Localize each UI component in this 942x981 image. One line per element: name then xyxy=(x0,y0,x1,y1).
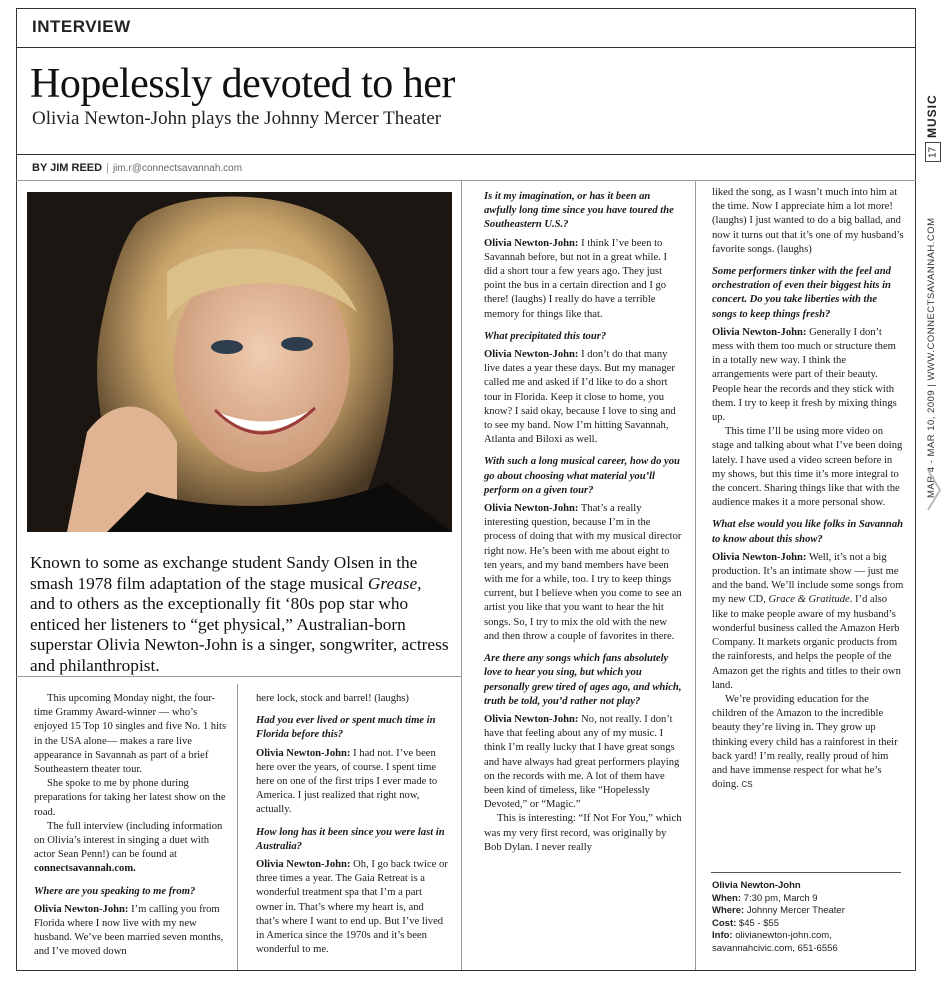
issue-date-url: MAR 4 - MAR 10, 2009 | WWW.CONNECTSAVANNAH.COM xyxy=(926,217,937,498)
subheadline: Olivia Newton-John plays the Johnny Mercer Theater xyxy=(32,108,442,129)
column-4: liked the song, as I wasn’t much into him at the time. Now I appreciate him a lot more! (laughs) I just wanted to do a big ballad, and now it turns out that it’s one of my husband’s favorite songs. (laughs) Some performers tinker with the feel and orchestration of even their biggest hits in concert. Do you take liberties with the songs to keep things fresh? Olivia Newton-John: Generally I don’t mess with them too much or structure them in a totally new way. I think the arrangements were part of their beauty. People hear the records and they stick with them. I try to keep it fresh by mixing things up. This time I’ll be using more video on stage and talking about what I’ve been doing lately. I have used a video screen before in my shows, but this time it’s more integral to the concert. Sharing things like that with the audience makes it a more personal show. What else would you like folks in Savannah to know about this show? Olivia Newton-John: Well, it’s not a big production. It’s an intimate show — just me and the band. We’ll include some songs from my new CD, Grace & Gratitude. I’d also like to make people aware of my husband’s wonderful business called the Amazon Herb Company. It markets organic products from the rainforests, and helps the people of the Amazon get the rights and titles to their own land. We’re providing education for the children of the Amazon to the incredible beauty they’re living in. They grow up thinking every child has a rainforest in their back yard! I’m really, really proud of him and have immense respect for what he’s doing. CS xyxy=(712,187,904,791)
section-header xyxy=(16,8,916,48)
info-rule xyxy=(711,872,901,873)
page-number: 17 xyxy=(925,142,941,162)
byline-email[interactable]: jim.r@connectsavannah.com xyxy=(112,163,243,174)
byline-rule xyxy=(16,154,916,155)
section-tab-music: MUSIC xyxy=(925,94,939,138)
column-3: Is it my imagination, or has it been an awfully long time since you have toured the Southeastern U.S.? Olivia Newton-John: I think I’ve been to Savannah before, but not in a great while. I did a short tour a few years ago. They just point the bus in a certain direction and I go there! (laughs) I really do have a terrible memory for things like that. What precipitated this tour? Olivia Newton-John: I don’t do that many live dates a year these days. But my manager called me and asked if I’d like to do a short tour in Florida. Keep it close to home, you know? I said okay, because I love to sing and to see my band. Now I’m hitting Savannah, Atlanta and Biloxi as well. With such a long musical career, how do you go about choosing what material you’ll perform on a given tour? Olivia Newton-John: That’s a really interesting question, because I’m in the process of doing that with my musical director right now. He’s been with me about eight to ten years, and my band members have been with me for a while, too. I try to keep things current, but I believe when you come to see an artist you like that you want to hear the hit songs. So, I try to mix the old with the new and then throw a couple of favorites in there. Are there any songs which fans absolutely love to hear you sing, but which you personally grew tired of ages ago, and which, truth be told, you’d rather not play? Olivia Newton-John: No, not really. I don’t have that feeling about any of my music. I think I’m really lucky that I have great songs and have always had great performers playing on the records with me. A lot of them have been kind of timeless, like “Hopelessly Devoted,” or “Magic.” This is interesting: “If Not For You,” which was my very first record, was originally by Bob Dylan. I never really xyxy=(484,191,682,853)
column-rule-right xyxy=(695,180,696,970)
section-label: INTERVIEW xyxy=(32,17,131,36)
column-rule-main xyxy=(461,180,462,970)
info-title: Olivia Newton-John xyxy=(712,880,801,891)
byline-author: BY JIM REED xyxy=(32,162,103,174)
portrait-photo xyxy=(27,192,452,532)
end-mark: CS xyxy=(741,780,753,790)
event-info: Olivia Newton-John When: 7:30 pm, March 9 Where: Johnny Mercer Theater Cost: $45 - $55 Info: olivianewton-john.com, savannahcivic.com, 651-6556 xyxy=(712,880,902,956)
column-rule-lower xyxy=(237,684,238,970)
column-2: here lock, stock and barrel! (laughs) Had you ever lived or spent much time in Florida before this? Olivia Newton-John: I had not. I’ve been here over the years, of course. I spent time here on one of the first trips I ever made to America. I just realized that right now, actually. How long has it been since you were last in Australia? Olivia Newton-John: Oh, I go back twice or three times a year. The Gaia Retreat is a wonderful treatment spa that I’m a part owner in. That’s where my heart is, and that’s where I want to end up. But I’ve lived in America since the 1970s and it’s been wonderful to me. xyxy=(256,693,448,956)
website-link[interactable]: connectsavannah.com. xyxy=(34,863,136,875)
next-page-chevron-icon[interactable] xyxy=(926,468,942,512)
article-top-rule xyxy=(16,180,916,181)
intro-rule xyxy=(16,676,461,677)
info-where: Johnny Mercer Theater xyxy=(746,905,845,917)
column-1: This upcoming Monday night, the four-time Grammy Award-winner — who’s enjoyed 15 Top 10 singles and five No. 1 hits in the USA alone— makes a rare live appearance in Savannah as part of a brief Southeastern theater tour. She spoke to me by phone during preparations for taking her latest show on the road. The full interview (including information on Olivia’s interest in singing a duet with actor Sean Penn!) can be found at connectsavannah.com. Where are you speaking to me from? Olivia Newton-John: I’m calling you from Florida where I now live with my new husband. We’ve been married seven months, and I’ve moved down xyxy=(34,693,227,958)
intro-paragraph: Known to some as exchange student Sandy Olsen in the smash 1978 film adaptation of the stage musical Grease, and to others as the exceptionally fit ‘80s pop star who enticed her listeners to “get physical,” Australian-born superstar Olivia Newton-John is a singer, songwriter, actress and philanthropist. xyxy=(30,553,449,675)
info-when: 7:30 pm, March 9 xyxy=(743,892,818,904)
byline: BY JIM REED | jim.r@connectsavannah.com xyxy=(32,162,243,174)
headline: Hopelessly devoted to her xyxy=(30,61,455,107)
info-links[interactable]: olivianewton-john.com, savannahcivic.com, 651-6556 xyxy=(712,930,838,954)
info-cost: $45 - $55 xyxy=(738,917,780,929)
